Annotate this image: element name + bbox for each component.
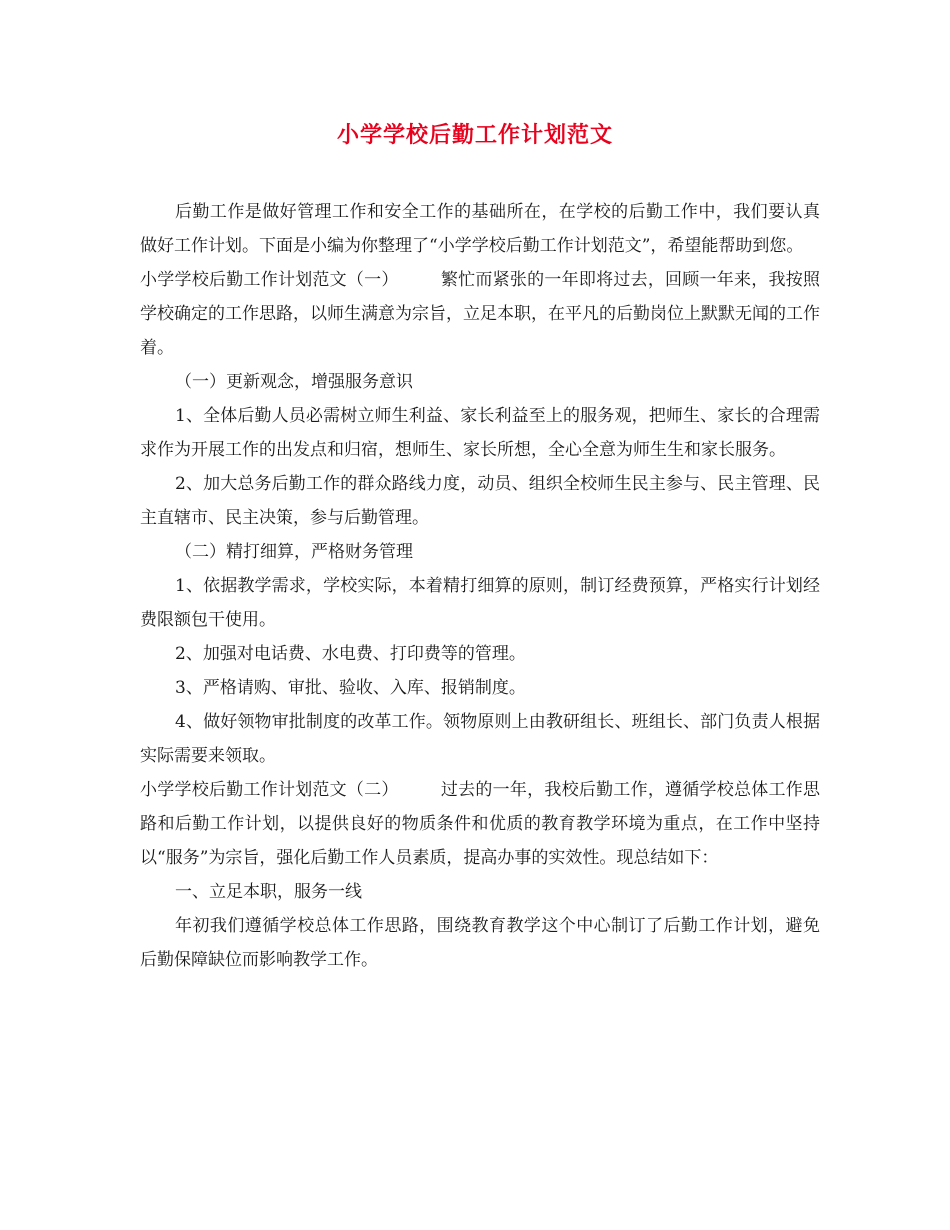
subheading-frontline: 一、立足本职，服务一线 <box>175 882 362 902</box>
subheading-finance: （二）精打细算，严格财务管理 <box>175 542 413 562</box>
list-item: 2、加强对电话费、水电费、打印费等的管理。 <box>175 644 526 664</box>
list-item: 1、全体后勤人员必需树立师生利益、家长利益至上的服务观，把师生、家长的合理需求作为开展工作的出发点和归宿，想师生、家长所想，全心全意为师生生和家长服务。 <box>140 406 820 460</box>
document-body <box>140 195 820 977</box>
section-two-paragraph <box>140 773 820 875</box>
section-one-body: 繁忙而紧张的一年即将过去，回顾一年来，我按照学校确定的工作思路，以师生满意为宗旨，立足本职，在平凡的后勤岗位上默默无闻的工作着。 <box>140 270 821 358</box>
list-item: 2、加大总务后勤工作的群众路线力度，动员、组织全校师生民主参与、民主管理、民主直辖市、民主决策，参与后勤管理。 <box>140 474 820 528</box>
subheading-update-concept: （一）更新观念，增强服务意识 <box>175 372 413 392</box>
section-two-body: 过去的一年，我校后勤工作，遵循学校总体工作思路和后勤工作计划，以提供良好的物质条件和优质的教育教学环境为重点，在工作中坚持以“服务”为宗旨，强化后勤工作人员素质，提高办事的实效性。现总结如下： <box>140 780 821 868</box>
list-item: 4、做好领物审批制度的改革工作。领物原则上由教研组长、班组长、部门负责人根据实际需要来领取。 <box>140 712 820 766</box>
section-one-heading: 小学学校后勤工作计划范文（一） <box>140 270 399 290</box>
list-item: 1、依据教学需求，学校实际，本着精打细算的原则，制订经费预算，严格实行计划经费限额包干使用。 <box>140 576 820 630</box>
section-two-heading: 小学学校后勤工作计划范文（二） <box>140 780 399 800</box>
intro-paragraph: 后勤工作是做好管理工作和安全工作的基础所在，在学校的后勤工作中，我们要认真做好工作计划。下面是小编为你整理了“小学学校后勤工作计划范文”，希望能帮助到您。 <box>140 202 820 256</box>
section-one-paragraph <box>140 263 820 365</box>
closing-paragraph: 年初我们遵循学校总体工作思路，围绕教育教学这个中心制订了后勤工作计划，避免后勤保障缺位而影响教学工作。 <box>140 916 820 970</box>
list-item: 3、严格请购、审批、验收、入库、报销制度。 <box>175 678 526 698</box>
document-title: 小学学校后勤工作计划范文 <box>336 122 613 148</box>
